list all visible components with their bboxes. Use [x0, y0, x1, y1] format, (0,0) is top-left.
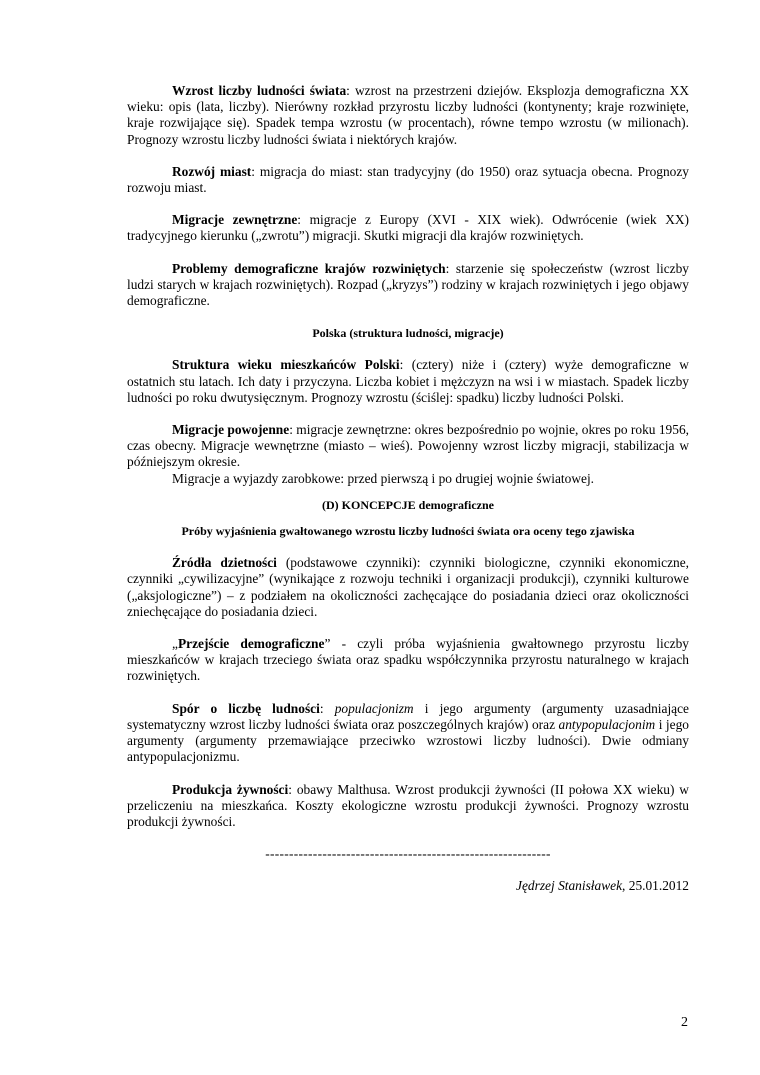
paragraph-food-production: Produkcja żywności: obawy Malthusa. Wzrost produkcji żywności (II połowa XX wieku) w przeliczeniu na mieszkańca. Koszty ekologiczne wzrostu produkcji żywności. Prognozy wzrostu produkcji żywności.: [127, 781, 689, 829]
term-age-structure: Struktura wieku mieszkańców Polski: [172, 357, 400, 373]
heading-poland: Polska (struktura ludności, migracje): [312, 326, 504, 341]
term-urban-growth: Rozwój miast: [172, 163, 252, 179]
term-developed-countries: Problemy demograficzne krajów rozwiniętych: [172, 260, 446, 276]
signature: [127, 878, 689, 894]
signature-date: , 25.01.2012: [622, 878, 689, 894]
term-demographic-transition: Przejście demograficzne: [177, 636, 325, 652]
author-name: Jędrzej Stanisławek: [516, 878, 623, 894]
paragraph-developed-countries: Problemy demograficzne krajów rozwiniętych: starzenie się społeczeństw (wzrost liczby ludzi starych w krajach rozwiniętych). Rozpad („kryzys”) rodziny w krajach rozwiniętych i jego objawy demograficzne.: [127, 260, 689, 309]
term-postwar-migration: Migracje powojenne: [172, 422, 290, 438]
page-number: 2: [681, 1015, 688, 1030]
term-antipopulationism: antypopulacjonim: [558, 716, 656, 732]
term-population-growth: Wzrost liczby ludności świata: [172, 83, 347, 98]
separator-line: ------------------------------------------------------------: [265, 846, 551, 862]
paragraph-population-dispute: Spór o liczbę ludności: populacjonizm i jego argumenty (argumenty uzasadniające systematyczny wzrost liczby ludności świata oraz poszczególnych krajów) oraz antypopulacjonim i jego argumenty (argumenty przemawiające przeciwko wzrostowi liczby ludności). Dwie odmiany antypopulacjonizmu.: [127, 700, 689, 765]
paragraph-age-structure: Struktura wieku mieszkańców Polski: (cztery) niże i (cztery) wyże demograficzne w ostatnich stu latach. Ich daty i przyczyna. Liczba kobiet i mężczyzn na wsi i w miastach. Spadek liczby ludności po roku dwutysięcznym. Prognozy wzrostu (ściślej: spadku) liczby ludności Polski.: [127, 357, 689, 405]
term-external-migration: Migracje zewnętrzne: [172, 212, 298, 228]
paragraph-population-growth: Wzrost liczby ludności świata: wzrost na przestrzeni dziejów. Eksplozja demograficzna XX wieku: opis (lata, liczby). Nierówny rozkład przyrostu liczby ludności (kontynenty; kraje rozwinięte, kraje rozwijające się). Spadek tempa wzrostu (w procentach), równe tempo wzrostu (w milionach). Prognozy wzrostu liczby ludności świata i niektórych krajów.: [127, 83, 690, 147]
term-populationism: populacjonizm: [334, 700, 414, 716]
paragraph-fertility-sources: Źródła dzietności (podstawowe czynniki): czynniki biologiczne, czynniki ekonomiczne, czynniki „cywilizacyjne” (wynikające z rozwoju techniki i organizacji produkcji), czynniki kulturowe („aksjologiczne”) – z podziałem na okoliczności zachęcające do posiadania dzieci oraz okoliczności zniechęcające do posiadania dzieci.: [127, 555, 689, 619]
term-population-dispute: Spór o liczbę ludności: [172, 700, 320, 716]
paragraph-external-migration: Migracje zewnętrzne: migracje z Europy (XVI - XIX wiek). Odwrócenie (wiek XX) tradycyjnego kierunku („zwrotu”) migracji. Skutki migracji dla krajów rozwiniętych.: [127, 212, 689, 244]
paragraph-demographic-transition: „Przejście demograficzne” - czyli próba wyjaśnienia gwałtownego przyrostu liczby mieszkańców w krajach trzeciego świata oraz spadku współczynnika przyrostu naturalnego w krajach rozwiniętych.: [127, 636, 689, 684]
document-page: [127, 83, 689, 895]
paragraph-urban-growth: Rozwój miast: migracja do miast: stan tradycyjny (do 1950) oraz sytuacja obecna. Prognozy rozwoju miast.: [127, 163, 689, 196]
heading-explanations: Próby wyjaśnienia gwałtowanego wzrostu liczby ludności świata ora oceny tego zjawiska: [181, 524, 635, 539]
paragraph-work-migration: Migracje a wyjazdy zarobkowe: przed pierwszą i po drugiej wojnie światowej.: [172, 470, 595, 486]
paragraph-postwar-migration: Migracje powojenne: migracje zewnętrzne: okres bezpośrednio po wojnie, okres po roku 1956, czas obecny. Migracje wewnętrzne (miasto – wieś). Powojenny wzrost liczby migracji, stabilizacja w późniejszym okresie.: [127, 422, 689, 470]
term-fertility-sources: Źródła dzietności: [172, 555, 277, 571]
term-food-production: Produkcja żywności: [172, 781, 289, 797]
heading-concepts: (D) KONCEPCJE demograficzne: [322, 497, 494, 512]
